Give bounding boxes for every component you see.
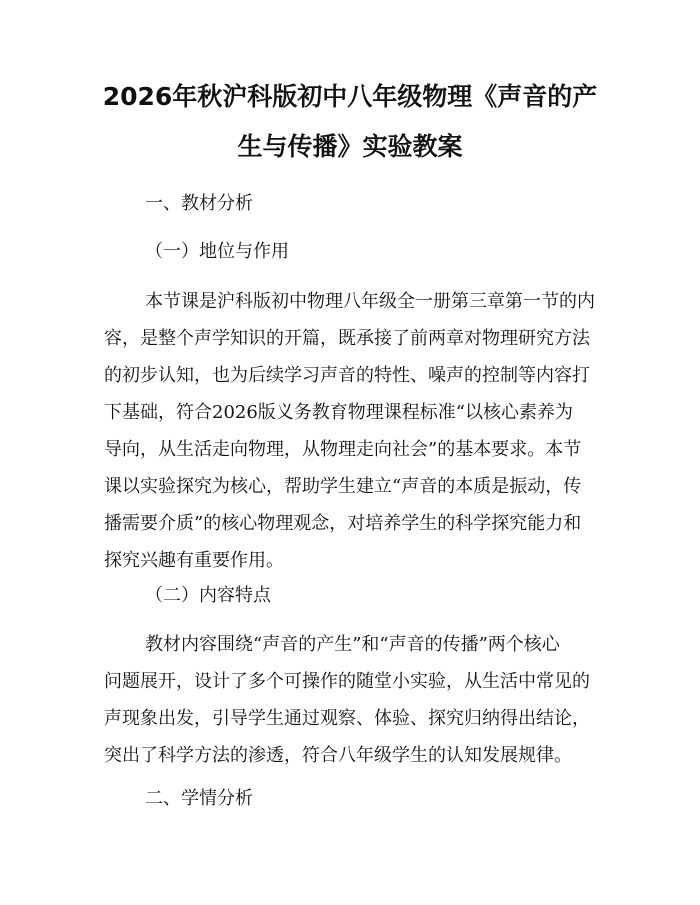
paragraph-line: 问题展开，设计了多个可操作的随堂小实验，从生活中常见的 bbox=[104, 671, 590, 692]
document-title-line-1: 2026年秋沪科版初中八年级物理《声音的产 bbox=[102, 82, 598, 111]
paragraph-line: 课以实验探究为核心，帮助学生建立“声音的本质是振动，传 bbox=[104, 476, 582, 497]
paragraph-line: 本节课是沪科版初中物理八年级全一册第三章第一节的内 bbox=[145, 291, 595, 312]
paragraph-line: 导向，从生活走向物理，从物理走向社会”的基本要求。本节 bbox=[104, 439, 582, 460]
paragraph-line: 下基础，符合2026版义务教育物理课程标准“以核心素养为 bbox=[104, 402, 574, 423]
paragraph-line: 的初步认知，也为后续学习声音的特性、噪声的控制等内容打 bbox=[104, 365, 590, 386]
paragraph-line: 容，是整个声学知识的开篇，既承接了前两章对物理研究方法 bbox=[104, 328, 590, 349]
subsection-heading-content-features: （二）内容特点 bbox=[145, 585, 271, 606]
section-heading-student-analysis: 二、学情分析 bbox=[145, 788, 253, 809]
subsection-heading-position-role: （一）地位与作用 bbox=[145, 241, 289, 262]
document-title-line-2: 生与传播》实验教案 bbox=[237, 132, 463, 161]
paragraph-line: 播需要介质”的核心物理观念，对培养学生的科学探究能力和 bbox=[104, 513, 582, 534]
paragraph-line: 探究兴趣有重要作用。 bbox=[104, 550, 284, 571]
paragraph-line: 突出了科学方法的渗透，符合八年级学生的认知发展规律。 bbox=[104, 745, 572, 766]
paragraph-line: 声现象出发，引导学生通过观察、体验、探究归纳得出结论， bbox=[104, 708, 590, 729]
section-heading-textbook-analysis: 一、教材分析 bbox=[145, 193, 253, 214]
paragraph-line: 教材内容围绕“声音的产生”和“声音的传播”两个核心 bbox=[145, 634, 560, 655]
